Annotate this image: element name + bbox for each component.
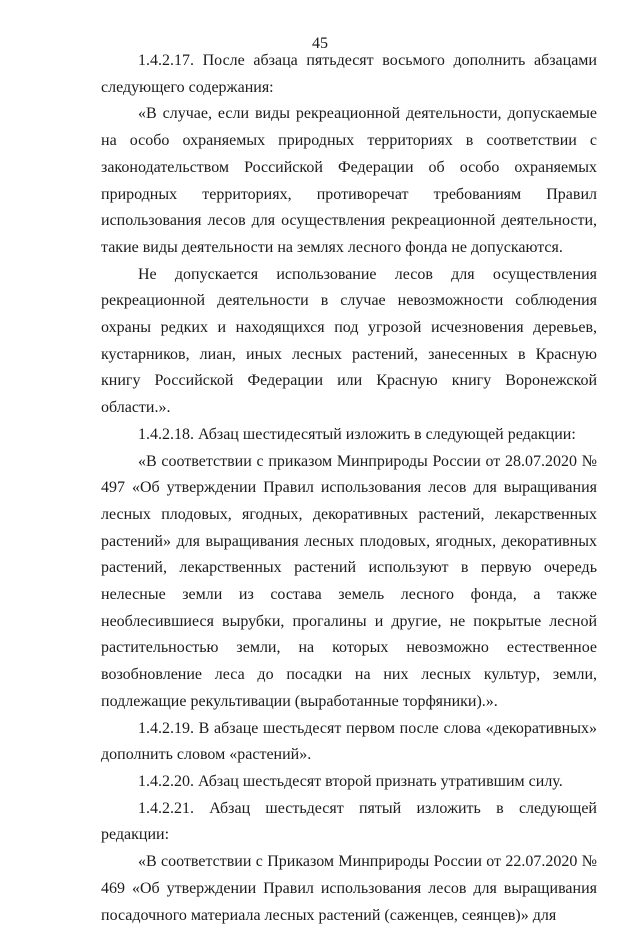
quoted-paragraph-red-book: Не допускается использование лесов для осуществления рекреационной деятельности в случае невозможности соблюдения охраны редких и находящихся под угрозой исчезновения деревьев, кустарников, лиан, иных лесных растений, занесенных в Красную книгу Российской Федерации или Красную книгу Воронежской области.». [101,265,597,417]
quoted-paragraph-order-469: «В соответствии с Приказом Минприроды России от 22.07.2020 № 469 «Об утверждении Правил использования лесов для выращивания посадочного материала лесных растений (саженцев, сеянцев)» для [101,853,597,924]
paragraph-1-4-2-18: 1.4.2.18. Абзац шестидесятый изложить в следующей редакции: [138,425,576,443]
quoted-paragraph-order-497: «В соответствии с приказом Минприроды России от 28.07.2020 № 497 «Об утверждении Правил использования лесов для выращивания лесных плодовых, ягодных, декоративных растений, лекарственных растений» для выращивания лесных плодовых, ягодных, декоративных растений, лекарственных растений используют в первую очередь нелесные земли из состава земель лесного фонда, а также необлесившиеся вырубки, прогалины и другие, не покрытые лесной растительностью земли, на которых невозможно естественное возобновление леса до посадки на них лесных культур, земли, подлежащие рекультивации (выработанные торфяники).». [101,452,597,710]
paragraph-1-4-2-17: 1.4.2.17. После абзаца пятьдесят восьмого дополнить абзацами следующего содержания: [101,52,597,96]
paragraph-1-4-2-20: 1.4.2.20. Абзац шестьдесят второй признать утратившим силу. [138,772,563,790]
document-body [101,48,597,929]
page-number: 45 [312,35,328,52]
paragraph-1-4-2-19: 1.4.2.19. В абзаце шестьдесят первом после слова «декоративных» дополнить словом «растений». [101,719,597,764]
quoted-paragraph-recreation: «В случае, если виды рекреационной деятельности, допускаемые на особо охраняемых природных территориях в соответствии с законодательством Российской Федерации об особо охраняемых природных территориях, противоречат требованиям Правил использования лесов для осуществления рекреационной деятельности, такие виды деятельности на землях лесного фонда не допускаются. [101,105,597,256]
paragraph-1-4-2-21: 1.4.2.21. Абзац шестьдесят пятый изложить в следующей редакции: [101,799,597,844]
